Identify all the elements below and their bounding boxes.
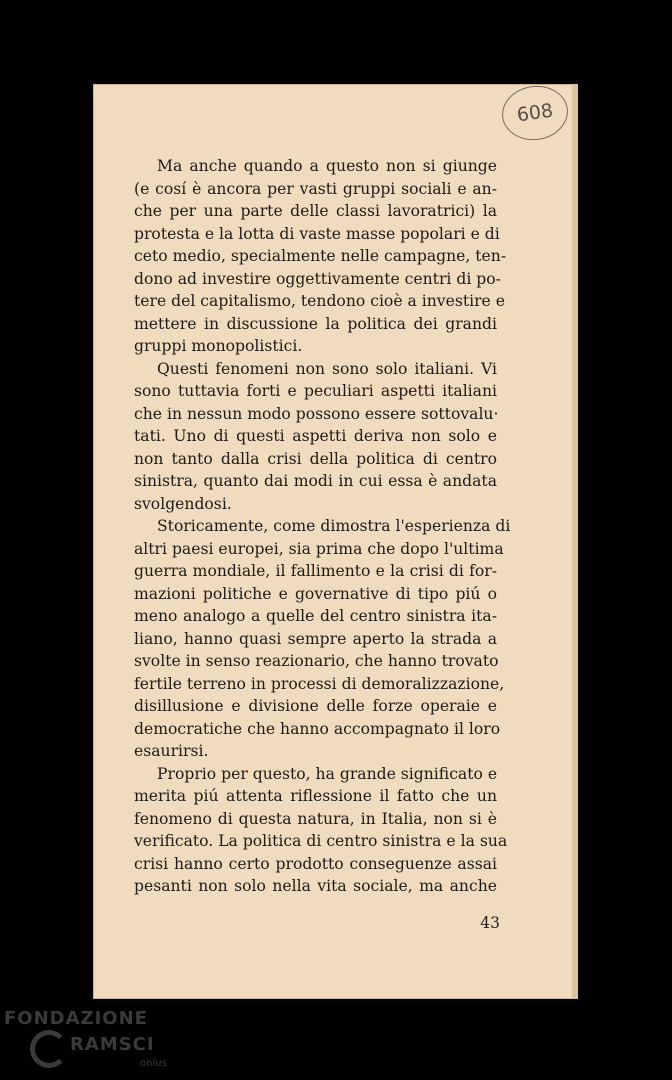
- logo-text-line1: FONDAZIONE: [4, 1008, 148, 1029]
- body-text: [134, 155, 511, 898]
- logo-suffix: onlus: [140, 1058, 167, 1069]
- page-edge: [572, 84, 578, 999]
- fondazione-gramsci-logo: [4, 1008, 174, 1076]
- logo-text-line2: RAMSCI: [70, 1034, 155, 1055]
- logo-g-mark-icon: [30, 1030, 68, 1068]
- paragraph-2: Questi fenomeni non sono solo italiani. Vi sono tuttavia forti e peculiari aspetti italiani che in nessun modo possono essere sottovalu· tati. Uno di questi aspetti deriva non solo e non tanto dalla crisi della politica di centro sinistra, quanto dai modi in cui essa è andata svolgendosi.: [134, 359, 499, 513]
- paragraph-4: Proprio per questo, ha grande significato e merita piú attenta riflessione il fatto che un fenomeno di questa natura, in Italia, non si è verificato. La politica di centro sinistra e la sua crisi hanno certo prodotto conseguenze assai pesanti non solo nella vita sociale, ma anche: [134, 764, 508, 895]
- archive-stamp: 608: [499, 82, 572, 145]
- paragraph-1: Ma anche quando a questo non si giunge (e cosí è ancora per vasti gruppi sociali e an- che per una parte delle classi lavoratrici) la protesta e la lotta di vaste masse popolari e di ceto medio, specialmente nelle campagne, ten- dono ad investire oggettivamente centri di po- tere del capitalismo, tendono cioè a investire e mettere in discussione la politica dei grandi gruppi monopolistici.: [134, 157, 507, 355]
- paragraph-3: Storicamente, come dimostra l'esperienza di altri paesi europei, sia prima che dopo l'ultima guerra mondiale, il fallimento e la crisi di for- mazioni politiche e governative di tipo piú o meno analogo a quelle del centro sinistra ita- liano, hanno quasi sempre aperto la strada a svolte in senso reazionario, che hanno trovato fertile terreno in processi di demoralizzazione, disillusione e divisione delle forze operaie e democratiche che hanno accompagnato il loro esaurirsi.: [134, 517, 511, 760]
- page-number: 43: [480, 914, 500, 932]
